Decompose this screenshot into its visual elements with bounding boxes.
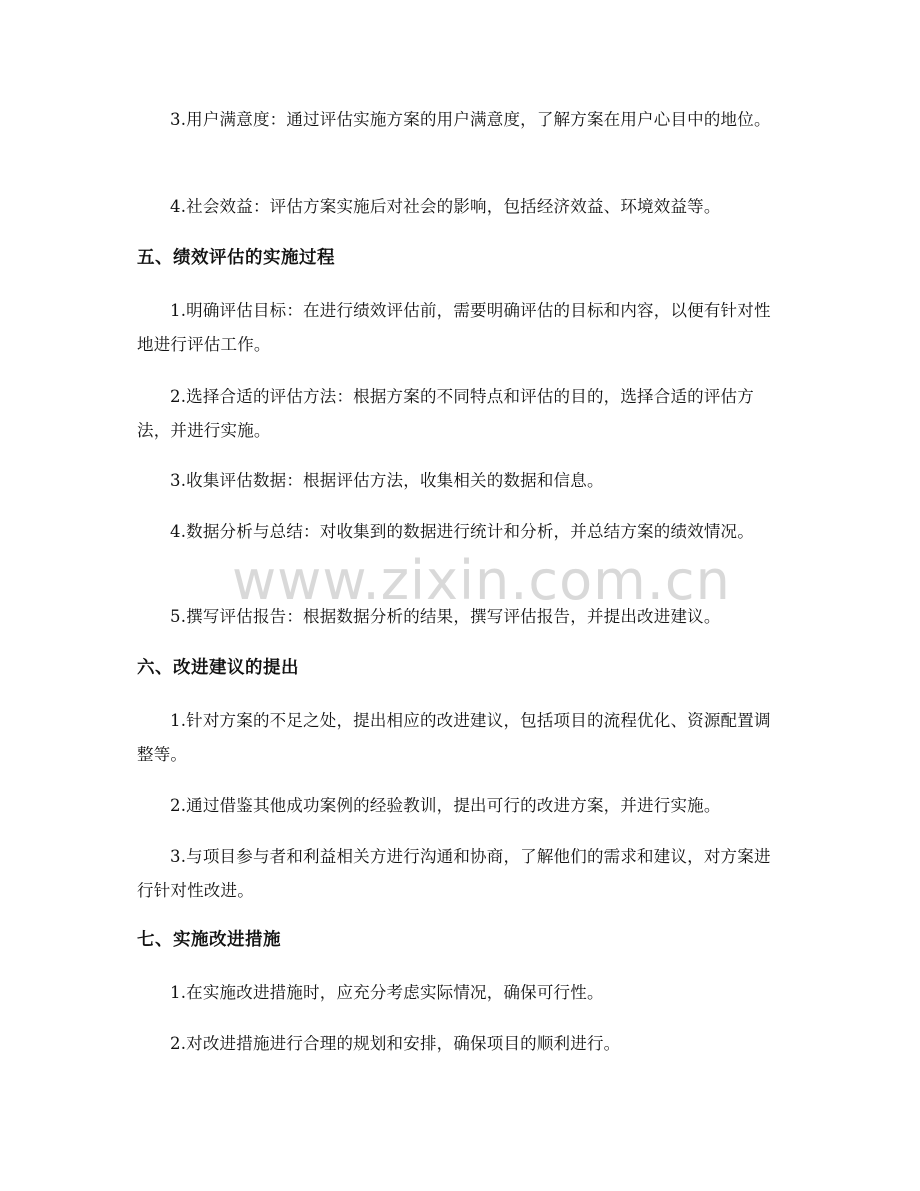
paragraph-improvement-suggestions: 1.针对方案的不足之处，提出相应的改进建议，包括项目的流程优化、资源配置调整等。 (137, 711, 771, 764)
paragraph-write-report: 5.撰写评估报告：根据数据分析的结果，撰写评估报告，并提出改进建议。 (170, 607, 721, 626)
paragraph-define-goals: 1.明确评估目标：在进行绩效评估前，需要明确评估的目标和内容，以便有针对性地进行评估工作。 (137, 301, 771, 354)
watermark: www.zixin.com.cn (232, 549, 731, 612)
paragraph-consider-reality: 1.在实施改进措施时，应充分考虑实际情况，确保可行性。 (170, 983, 604, 1002)
paragraph-social-benefit: 4.社会效益：评估方案实施后对社会的影响，包括经济效益、环境效益等。 (170, 197, 721, 216)
paragraph-learn-from-cases: 2.通过借鉴其他成功案例的经验教训，提出可行的改进方案，并进行实施。 (170, 796, 721, 815)
paragraph-choose-method: 2.选择合适的评估方法：根据方案的不同特点和评估的目的，选择合适的评估方法，并进行实施。 (137, 387, 754, 440)
section-heading-7: 七、实施改进措施 (137, 930, 281, 950)
section-heading-6: 六、改进建议的提出 (137, 658, 299, 678)
paragraph-stakeholder-communication: 3.与项目参与者和利益相关方进行沟通和协商，了解他们的需求和建议，对方案进行针对性改进。 (137, 847, 771, 900)
paragraph-plan-arrangement: 2.对改进措施进行合理的规划和安排，确保项目的顺利进行。 (170, 1034, 621, 1053)
paragraph-data-analysis: 4.数据分析与总结：对收集到的数据进行统计和分析，并总结方案的绩效情况。 (170, 522, 754, 541)
section-heading-5: 五、绩效评估的实施过程 (137, 248, 335, 268)
paragraph-user-satisfaction: 3.用户满意度：通过评估实施方案的用户满意度，了解方案在用户心目中的地位。 (170, 110, 771, 129)
paragraph-collect-data: 3.收集评估数据：根据评估方法，收集相关的数据和信息。 (170, 471, 604, 490)
